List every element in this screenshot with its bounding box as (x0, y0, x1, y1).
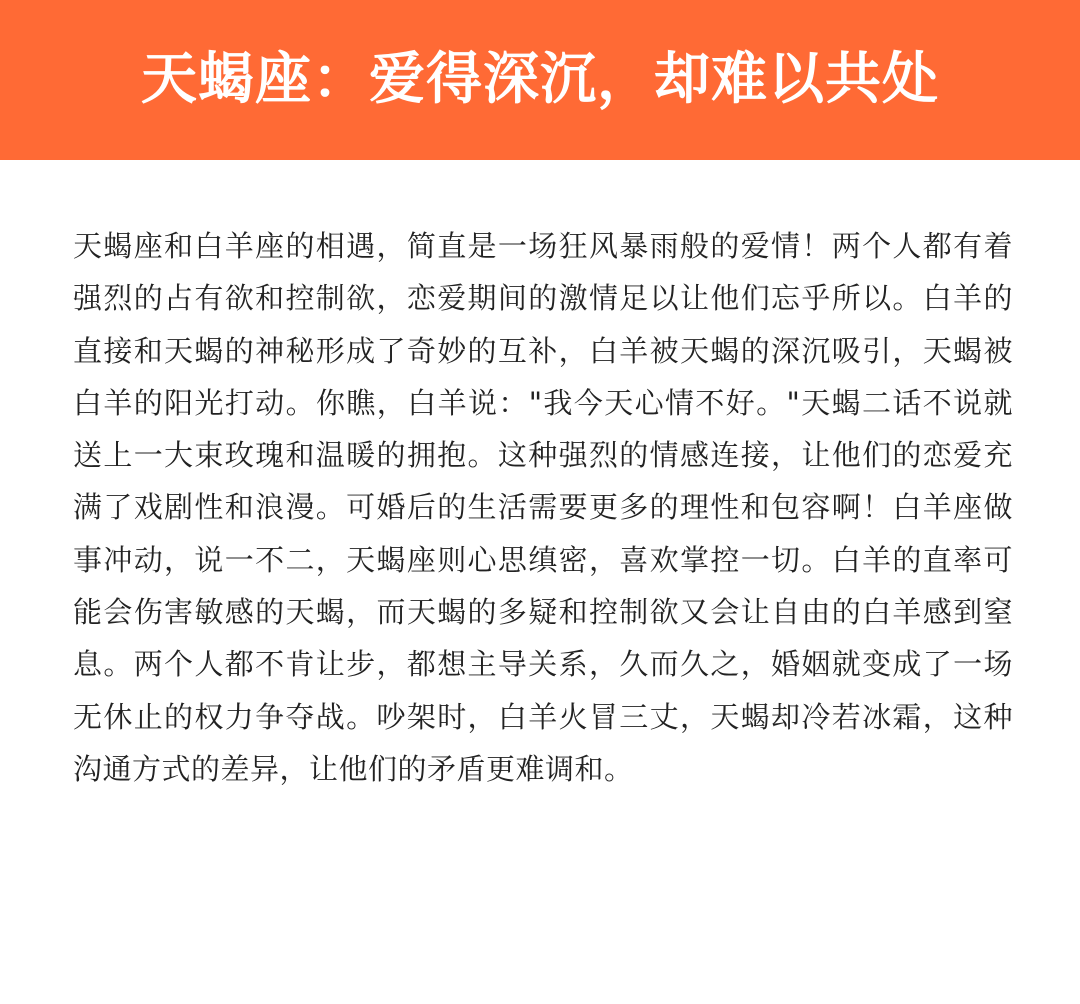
page-title: 天蝎座：爱得深沉，却难以共处 (141, 47, 939, 112)
article-paragraph: 天蝎座和白羊座的相遇，简直是一场狂风暴雨般的爱情！两个人都有着强烈的占有欲和控制欲，恋爱期间的激情足以让他们忘乎所以。白羊的直接和天蝎的神秘形成了奇妙的互补，白羊被天蝎的深沉吸引，天蝎被白羊的阳光打动。你瞧，白羊说："我今天心情不好。"天蝎二话不说就送上一大束玫瑰和温暖的拥抱。这种强烈的情感连接，让他们的恋爱充满了戏剧性和浪漫。可婚后的生活需要更多的理性和包容啊！白羊座做事冲动，说一不二，天蝎座则心思缜密，喜欢掌控一切。白羊的直率可能会伤害敏感的天蝎，而天蝎的多疑和控制欲又会让自由的白羊感到窒息。两个人都不肯让步，都想主导关系，久而久之，婚姻就变成了一场无休止的权力争夺战。吵架时，白羊火冒三丈，天蝎却冷若冰霜，这种沟通方式的差异，让他们的矛盾更难调和。 (73, 229, 1013, 786)
title-banner (0, 0, 1080, 160)
